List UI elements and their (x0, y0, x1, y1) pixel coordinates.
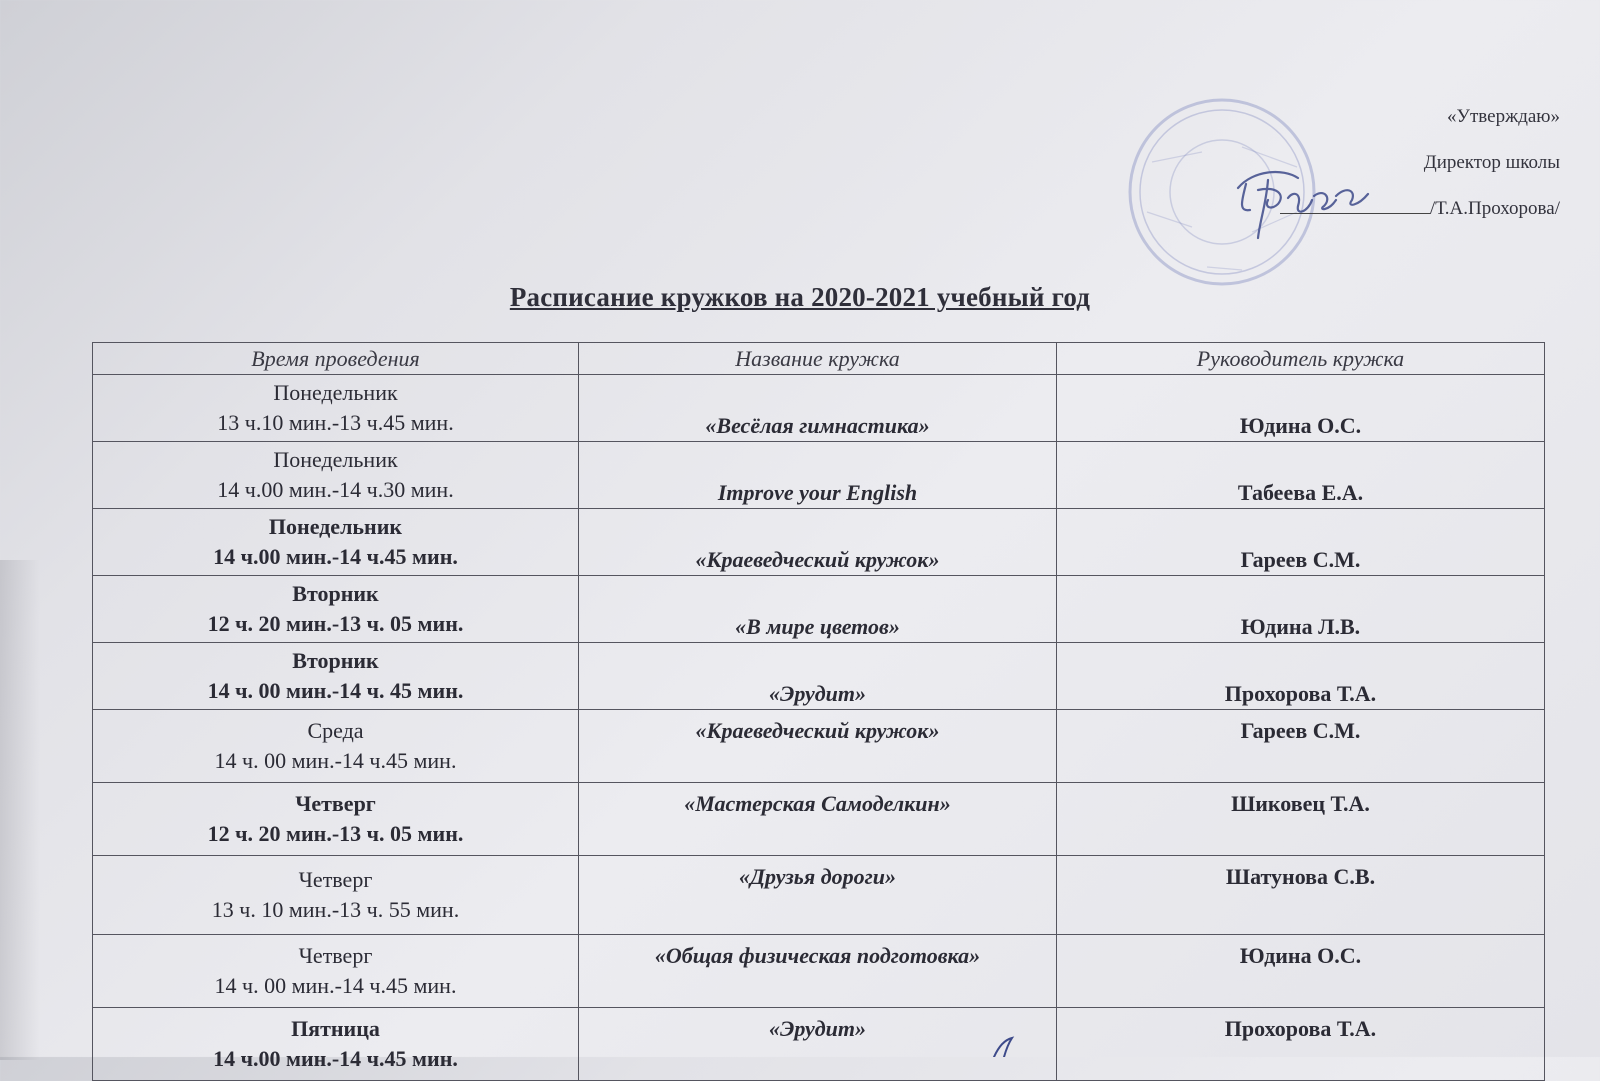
club-name-cell: «Друзья дороги» (579, 856, 1057, 935)
title-text: Расписание кружков на 2020-2021 учебный год (509, 282, 1091, 312)
club-name-cell: «Общая физическая подготовка» (579, 935, 1057, 1008)
time-cell (93, 643, 579, 710)
table-row (93, 935, 1545, 1008)
hours: 14 ч. 00 мин.-14 ч.45 мин. (214, 748, 457, 773)
document-title (0, 282, 1600, 313)
day: Пятница (291, 1016, 380, 1041)
page-shadow (0, 560, 40, 1060)
hours: 14 ч.00 мин.-14 ч.45 мин. (213, 1046, 458, 1071)
day: Четверг (298, 867, 373, 892)
director-name: /Т.А.Прохорова/ (1429, 198, 1560, 219)
time-cell (93, 576, 579, 643)
day: Вторник (292, 648, 379, 673)
time-cell (93, 509, 579, 576)
leader-cell: Юдина О.С. (1057, 375, 1545, 442)
leader-cell: Гареев С.М. (1057, 710, 1545, 783)
hours: 13 ч. 10 мин.-13 ч. 55 мин. (211, 897, 460, 922)
table-row (93, 375, 1545, 442)
schedule-table (92, 342, 1545, 1081)
time-cell (93, 856, 579, 935)
leader-cell: Гареев С.М. (1057, 509, 1545, 576)
time-cell (93, 710, 579, 783)
table-row (93, 783, 1545, 856)
time-cell (93, 1008, 579, 1081)
table-row (93, 710, 1545, 783)
hours: 12 ч. 20 мин.-13 ч. 05 мин. (207, 611, 464, 636)
table-row (93, 442, 1545, 509)
handwritten-mark (990, 1036, 1020, 1057)
day: Среда (307, 718, 364, 743)
leader-cell: Юдина О.С. (1057, 935, 1545, 1008)
table-row (93, 576, 1545, 643)
day: Вторник (292, 581, 379, 606)
leader-cell: Шатунова С.В. (1057, 856, 1545, 935)
table-row (93, 643, 1545, 710)
leader-cell: Шиковец Т.А. (1057, 783, 1545, 856)
time-cell (93, 935, 579, 1008)
club-name-cell: «В мире цветов» (579, 576, 1057, 643)
table-row (93, 1008, 1545, 1081)
header-club-name: Название кружка (579, 343, 1057, 375)
header-time: Время проведения (93, 343, 579, 375)
club-name-cell: «Эрудит» (579, 1008, 1057, 1081)
day: Понедельник (268, 514, 403, 539)
header-leader: Руководитель кружка (1057, 343, 1545, 375)
leader-cell: Прохорова Т.А. (1057, 1008, 1545, 1081)
approval-stamp-text: «Утверждаю» (1447, 106, 1560, 127)
leader-cell: Прохорова Т.А. (1057, 643, 1545, 710)
hours: 12 ч. 20 мин.-13 ч. 05 мин. (207, 821, 464, 846)
leader-cell: Табеева Е.А. (1057, 442, 1545, 509)
day: Четверг (295, 791, 376, 816)
leader-cell: Юдина Л.В. (1057, 576, 1545, 643)
table-row (93, 856, 1545, 935)
time-cell (93, 442, 579, 509)
club-name-cell: «Краеведческий кружок» (579, 710, 1057, 783)
day: Четверг (298, 943, 373, 968)
time-cell (93, 783, 579, 856)
hours: 14 ч. 00 мин.-14 ч.45 мин. (214, 973, 457, 998)
hours: 13 ч.10 мин.-13 ч.45 мин. (217, 410, 454, 435)
day: Понедельник (273, 447, 398, 472)
hours: 14 ч. 00 мин.-14 ч. 45 мин. (207, 678, 464, 703)
club-name-cell: «Весёлая гимнастика» (579, 375, 1057, 442)
club-name-cell: «Краеведческий кружок» (579, 509, 1057, 576)
handwritten-signature (1228, 150, 1388, 250)
table-row (93, 509, 1545, 576)
hours: 14 ч.00 мин.-14 ч.30 мин. (217, 477, 454, 502)
club-name-cell: Improve your English (579, 442, 1057, 509)
hours: 14 ч.00 мин.-14 ч.45 мин. (213, 544, 458, 569)
club-name-cell: «Мастерская Самоделкин» (579, 783, 1057, 856)
table-header-row (93, 343, 1545, 375)
time-cell (93, 375, 579, 442)
day: Понедельник (273, 380, 398, 405)
club-name-cell: «Эрудит» (579, 643, 1057, 710)
director-position: Директор школы (1423, 152, 1560, 173)
